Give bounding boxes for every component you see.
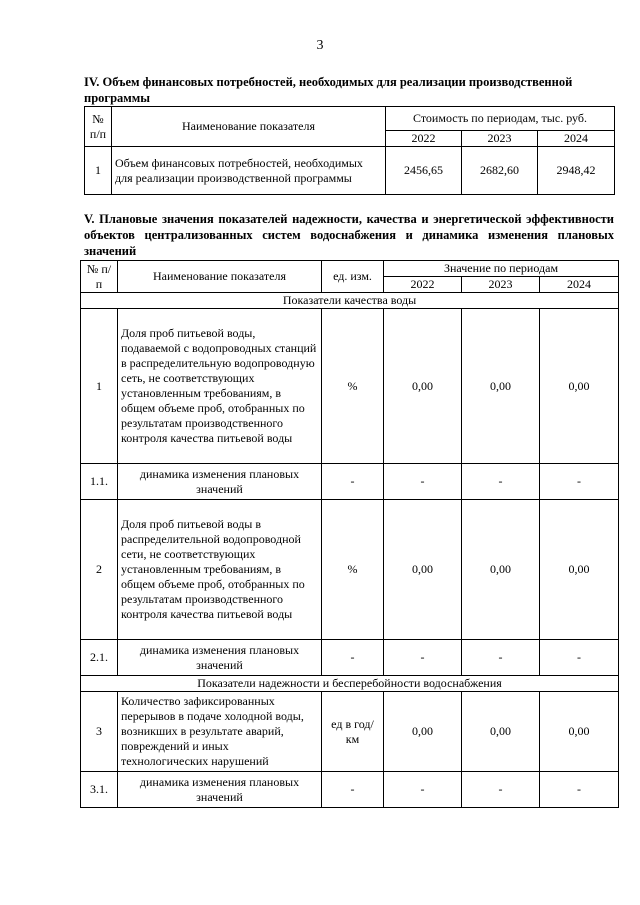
row-name: динамика изменения плановых значений — [118, 772, 322, 808]
table-row — [81, 309, 619, 464]
financial-needs-table — [84, 106, 615, 195]
col-header-name: Наименование показателя — [118, 261, 322, 293]
row-value: 0,00 — [384, 500, 462, 640]
col-header-name: Наименование показателя — [112, 107, 386, 147]
row-value: 0,00 — [540, 500, 619, 640]
table-row — [81, 692, 619, 772]
indicators-table — [80, 260, 619, 808]
col-header-cost: Стоимость по периодам, тыс. руб. — [386, 107, 615, 131]
row-unit: % — [322, 500, 384, 640]
row-value: 0,00 — [384, 309, 462, 464]
row-value: - — [384, 464, 462, 500]
row-value: - — [384, 772, 462, 808]
row-name: динамика изменения плановых значений — [118, 464, 322, 500]
row-value: - — [384, 640, 462, 676]
col-header-year: 2023 — [462, 131, 538, 147]
row-value: 2948,42 — [538, 147, 615, 195]
col-header-num: № п/п — [85, 107, 112, 147]
row-unit: - — [322, 772, 384, 808]
row-name: Количество зафиксированных перерывов в подаче холодной воды, возникших в результате аварий, повреждений и иных технологических нарушений — [118, 692, 322, 772]
row-num: 2.1. — [81, 640, 118, 676]
row-value: 0,00 — [384, 692, 462, 772]
col-header-year: 2022 — [386, 131, 462, 147]
row-num: 1 — [81, 309, 118, 464]
group-header-reliability: Показатели надежности и бесперебойности водоснабжения — [81, 676, 619, 692]
col-header-year: 2024 — [538, 131, 615, 147]
col-header-period: Значение по периодам — [384, 261, 619, 277]
row-unit: - — [322, 464, 384, 500]
row-value: - — [462, 640, 540, 676]
row-value: - — [462, 772, 540, 808]
row-value: - — [540, 640, 619, 676]
col-header-year: 2023 — [462, 277, 540, 293]
row-name: Доля проб питьевой воды, подаваемой с водопроводных станций в распределительную водопроводную сеть, не соответствующих установленным требованиям, в общем объеме проб, отобранных по результатам производственного контроля качества питьевой воды — [118, 309, 322, 464]
row-value: - — [540, 464, 619, 500]
row-num: 3.1. — [81, 772, 118, 808]
group-header-quality: Показатели качества воды — [81, 293, 619, 309]
table-row — [81, 640, 619, 676]
row-unit: % — [322, 309, 384, 464]
row-value: 2682,60 — [462, 147, 538, 195]
row-value: 0,00 — [540, 692, 619, 772]
section-4-title: IV. Объем финансовых потребностей, необходимых для реализации производственной программы — [84, 75, 573, 105]
row-name: Объем финансовых потребностей, необходимых для реализации производственной программы — [112, 147, 386, 195]
row-num: 1.1. — [81, 464, 118, 500]
row-value: 0,00 — [462, 692, 540, 772]
row-name: Доля проб питьевой воды в распределительной водопроводной сети, не соответствующих установленным требованиям, в общем объеме проб, отобранных по результатам производственного контроля качества питьевой воды — [118, 500, 322, 640]
col-header-unit: ед. изм. — [322, 261, 384, 293]
row-num: 2 — [81, 500, 118, 640]
row-unit: - — [322, 640, 384, 676]
row-num: 1 — [85, 147, 112, 195]
row-num: 3 — [81, 692, 118, 772]
row-value: 2456,65 — [386, 147, 462, 195]
col-header-num: № п/п — [81, 261, 118, 293]
row-unit: ед в год/ км — [322, 692, 384, 772]
row-name: динамика изменения плановых значений — [118, 640, 322, 676]
row-value: - — [462, 464, 540, 500]
section-5-title: V. Плановые значения показателей надежности, качества и энергетической эффективности объектов централизованных систем водоснабжения и динамика изменения плановых значений — [84, 212, 614, 258]
table-row — [85, 147, 615, 195]
page-number: 3 — [316, 38, 324, 53]
table-row — [81, 464, 619, 500]
row-value: 0,00 — [462, 309, 540, 464]
col-header-year: 2022 — [384, 277, 462, 293]
table-row — [81, 500, 619, 640]
table-row — [81, 772, 619, 808]
col-header-year: 2024 — [540, 277, 619, 293]
row-value: 0,00 — [462, 500, 540, 640]
row-value: - — [540, 772, 619, 808]
row-value: 0,00 — [540, 309, 619, 464]
